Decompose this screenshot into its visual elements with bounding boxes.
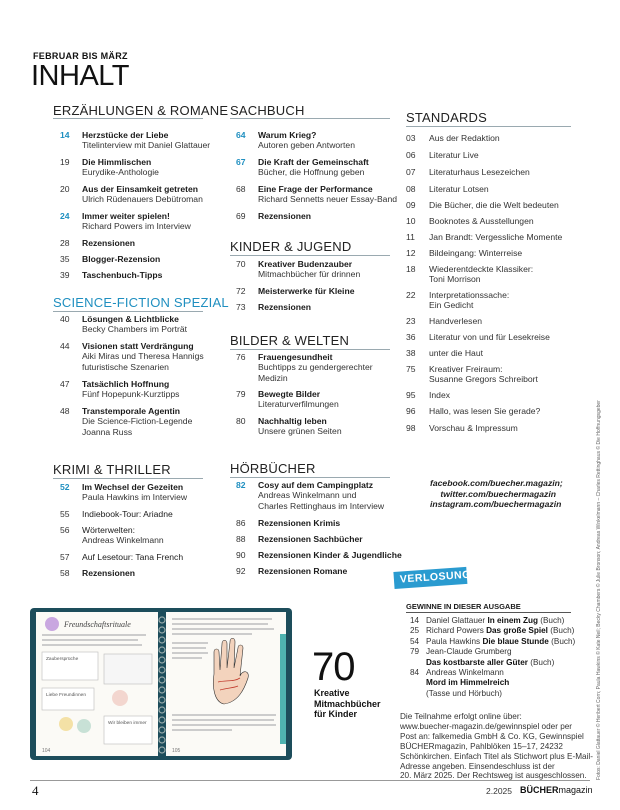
fine-print-line: www.buecher-magazin.de/gewinnspiel oder per xyxy=(400,721,573,731)
standards-entry-line: Interpretationssache: xyxy=(429,290,510,300)
toc-entry-title: Kreativer Budenzauber xyxy=(258,259,353,269)
toc-entry-title: Im Wechsel der Gezeiten xyxy=(82,482,184,492)
toc-entry-title: Tatsächlich Hoffnung xyxy=(82,379,170,389)
toc-entry-text xyxy=(82,184,203,205)
footer-page-number: 4 xyxy=(32,783,39,798)
ghost-doodle xyxy=(45,617,59,631)
toc-entry-title: Rezensionen xyxy=(258,211,312,221)
standards-entry-text xyxy=(429,264,533,285)
toc-entry-text xyxy=(258,286,354,296)
toc-entry-title: Meisterwerke für Kleine xyxy=(258,286,355,296)
toc-entry-text xyxy=(258,302,311,312)
standards-entry-text xyxy=(429,232,562,242)
toc-page-number: 90 xyxy=(236,550,246,560)
toc-entry-subtitle: futuristische Szenarien xyxy=(82,361,169,372)
raffle-title: Das kostbarste aller Güter xyxy=(426,657,528,667)
toc-entry-text xyxy=(258,534,363,544)
footer-issue: 2.2025 xyxy=(486,786,512,796)
toc-page-number: 76 xyxy=(236,352,246,362)
fine-print-line: Schönkirchen. Einfach Titel als Stichwort plus E-Mail- xyxy=(400,751,593,761)
toc-entry-text xyxy=(258,550,402,560)
toc-page-number: 67 xyxy=(236,157,246,167)
book-left-title: Freundschaftsrituale xyxy=(64,620,131,629)
toc-entry-title: Bewegte Bilder xyxy=(258,389,321,399)
col1-scifi-rule xyxy=(53,311,203,312)
standards-entry-text xyxy=(429,423,518,433)
section-title-bilder: BILDER & WELTEN xyxy=(230,333,350,348)
toc-entry-text xyxy=(258,211,311,221)
toc-entry-text xyxy=(258,416,342,437)
toc-entry-subtitle: Richard Powers im Interview xyxy=(82,221,191,232)
toc-entry-title: Rezensionen Romane xyxy=(258,566,348,576)
toc-page-number: 24 xyxy=(60,211,70,221)
left-box-3-label: Wir bleiben immer xyxy=(108,721,147,726)
standards-entry-line: Literaturhaus Lesezeichen xyxy=(429,167,530,177)
standards-entry-line: Bildeingang: Winterreise xyxy=(429,248,523,258)
toc-page-number: 82 xyxy=(236,480,246,490)
standards-entry-text xyxy=(429,316,482,326)
standards-entry-line: Jan Brandt: Vergessliche Momente xyxy=(429,232,563,242)
fine-print-line: BÜCHERmagazin, Pahlblöken 15–17, 24232 xyxy=(400,741,563,751)
toc-entry-title: Visionen statt Verdrängung xyxy=(82,341,194,351)
toc-entry-title: Wörterwelten: xyxy=(82,525,136,535)
standards-entry-text xyxy=(429,150,479,160)
facebook-link[interactable]: facebook.com/buecher.magazin; xyxy=(430,478,563,488)
standards-entry-text xyxy=(429,216,534,226)
toc-entry-title: Rezensionen xyxy=(82,238,136,248)
col1-top-rule xyxy=(53,118,203,119)
social-links xyxy=(430,478,563,510)
girl-doodle-2 xyxy=(59,717,73,731)
toc-entry-subtitle: Autoren geben Antworten xyxy=(258,140,355,151)
standards-entry-line: Ein Gedicht xyxy=(429,300,474,311)
toc-entry-title: Immer weiter spielen! xyxy=(82,211,170,221)
section-title-romane: ERZÄHLUNGEN & ROMANE xyxy=(53,103,229,118)
toc-entry-subtitle: Joanna Russ xyxy=(82,426,133,437)
section-title-krimi: KRIMI & THRILLER xyxy=(53,462,171,477)
col2-hoer-rule xyxy=(230,477,390,478)
standards-entry-text xyxy=(429,406,540,416)
standards-page-number: 95 xyxy=(406,390,416,400)
toc-entry-subtitle: Eurydike-Anthologie xyxy=(82,167,159,178)
toc-entry-text xyxy=(258,518,340,528)
raffle-entry xyxy=(410,637,575,646)
toc-entry-title: Indiebook-Tour: Ariadne xyxy=(82,509,173,519)
raffle-title: Die blaue Stunde xyxy=(482,636,549,646)
fine-print-line: Die Teilnahme erfolgt online über: xyxy=(400,712,522,721)
feature-number: 70 xyxy=(312,645,355,689)
standards-entry-line: unter die Haut xyxy=(429,348,483,358)
standards-page-number: 36 xyxy=(406,332,416,342)
toc-page-number: 48 xyxy=(60,406,70,416)
raffle-author: (Tasse und Hörbuch) xyxy=(426,688,502,698)
standards-entry-text xyxy=(429,348,483,358)
standards-page-number: 23 xyxy=(406,316,416,326)
feature-line: für Kinder xyxy=(314,709,358,720)
toc-page-number: 20 xyxy=(60,184,70,194)
toc-entry-subtitle: Charles Rettinghaus im Interview xyxy=(258,500,385,511)
toc-page-number: 88 xyxy=(236,534,246,544)
col3-top-rule xyxy=(406,126,571,127)
toc-entry-text xyxy=(258,389,339,410)
standards-page-number: 98 xyxy=(406,423,416,433)
toc-page-number: 86 xyxy=(236,518,246,528)
raffle-heading: GEWINNE IN DIESER AUSGABE xyxy=(406,602,521,611)
section-title-hoerbuecher: HÖRBÜCHER xyxy=(230,461,316,476)
toc-entry-subtitle: Fünf Hopepunk-Kurztipps xyxy=(82,389,180,400)
raffle-entry xyxy=(410,647,512,656)
section-title-sachbuch: SACHBUCH xyxy=(230,103,305,118)
raffle-entry xyxy=(410,689,502,698)
left-box-side xyxy=(104,654,152,684)
toc-entry-text xyxy=(82,314,187,335)
toc-page-number: 79 xyxy=(236,389,246,399)
col2-bilder-rule xyxy=(230,349,390,350)
book-right-page-number: 105 xyxy=(172,748,181,754)
raffle-entry xyxy=(410,626,574,635)
raffle-entry xyxy=(410,668,504,677)
standards-entry-line: Literatur Live xyxy=(429,150,479,160)
toc-page-number: 14 xyxy=(60,130,70,140)
standards-page-number: 10 xyxy=(406,216,416,226)
fine-print-line: Post an: falkemedia GmbH & Co. KG, Gewinnspiel xyxy=(400,731,584,741)
toc-entry-title: Die Himmlischen xyxy=(82,157,152,167)
header-kicker: FEBRUAR BIS MÄRZ xyxy=(33,51,128,61)
toc-entry-title: Lösungen & Lichtblicke xyxy=(82,314,179,324)
page-title: INHALT xyxy=(31,60,129,92)
raffle-format: (Buch) xyxy=(537,616,565,625)
section-title-standards: STANDARDS xyxy=(406,110,488,125)
toc-entry-title: Auf Lesetour: Tana French xyxy=(82,552,184,562)
raffle-title: Das große Spiel xyxy=(486,626,548,636)
toc-entry-subtitle: Buchtipps zu gendergerechter xyxy=(258,362,373,373)
feature-line: Mitmachbücher xyxy=(314,698,381,709)
verlosung-badge xyxy=(393,567,472,589)
toc-entry-text xyxy=(82,254,160,264)
standards-page-number: 08 xyxy=(406,184,416,194)
standards-page-number: 11 xyxy=(406,232,415,242)
toc-entry-text xyxy=(82,482,187,503)
standards-entry-line: Vorschau & Impressum xyxy=(429,423,518,433)
raffle-rule xyxy=(406,612,571,613)
raffle-page-number: 79 xyxy=(410,647,420,657)
section-title-scifi: SCIENCE-FICTION SPEZIAL xyxy=(53,295,229,310)
standards-entry-text xyxy=(429,332,550,342)
standards-entry-line: Susanne Gregors Schreibort xyxy=(429,374,538,385)
standards-page-number: 07 xyxy=(406,167,416,177)
left-box-2-label: Liebe Freundinnen xyxy=(46,693,87,698)
feature-caption xyxy=(314,688,381,720)
toc-page-number: 80 xyxy=(236,416,246,426)
feature-line: Kreative xyxy=(314,688,350,698)
toc-entry-title: Rezensionen xyxy=(258,302,312,312)
toc-entry-text xyxy=(82,130,210,151)
toc-page-number: 55 xyxy=(60,509,70,519)
toc-entry-title: Blogger-Rezension xyxy=(82,254,161,264)
toc-entry-text xyxy=(258,184,397,205)
standards-entry-line: Die Bücher, die die Welt bedeuten xyxy=(429,200,559,210)
toc-entry-title: Herzstücke der Liebe xyxy=(82,130,169,140)
toc-entry-subtitle: Die Science-Fiction-Legende xyxy=(82,416,193,427)
standards-page-number: 38 xyxy=(406,348,416,358)
col2-kinder-rule xyxy=(230,255,390,256)
standards-page-number: 75 xyxy=(406,364,416,374)
toc-entry-title: Aus der Einsamkeit getreten xyxy=(82,184,199,194)
fine-print-line: 20. März 2025. Der Rechtsweg ist ausgeschlossen. xyxy=(400,771,587,781)
toc-page-number: 44 xyxy=(60,341,70,351)
toc-page-number: 35 xyxy=(60,254,70,264)
raffle-title: In einem Zug xyxy=(487,616,538,625)
toc-entry-subtitle: Aiki Miras und Theresa Hannigs xyxy=(82,351,204,362)
toc-entry-text xyxy=(82,341,204,372)
toc-entry-text xyxy=(82,552,183,562)
girl-doodle-3 xyxy=(77,719,91,733)
toc-entry-title: Transtemporale Agentin xyxy=(82,406,181,416)
standards-entry-line: Index xyxy=(429,390,451,400)
standards-entry-text xyxy=(429,248,522,258)
toc-entry-text xyxy=(258,480,384,511)
standards-page-number: 03 xyxy=(406,133,416,143)
footer-rule xyxy=(30,780,590,781)
footer-brand xyxy=(520,785,593,795)
toc-entry-subtitle: Medizin xyxy=(258,372,288,383)
toc-entry-title: Frauengesundheit xyxy=(258,352,333,362)
raffle-format: (Buch) xyxy=(547,626,575,636)
standards-entry-text xyxy=(429,133,500,143)
left-box-1-label: Zaubersprüche xyxy=(46,657,79,662)
toc-page-number: 57 xyxy=(60,552,70,562)
toc-page-number: 73 xyxy=(236,302,246,312)
toc-page-number: 52 xyxy=(60,482,70,492)
standards-entry-text xyxy=(429,290,509,311)
toc-entry-text xyxy=(82,238,135,248)
standards-page-number: 12 xyxy=(406,248,416,258)
toc-entry-subtitle: Andreas Winkelmann und xyxy=(258,490,357,501)
toc-entry-title: Rezensionen Kinder & Jugendliche xyxy=(258,550,402,560)
toc-entry-title: Rezensionen xyxy=(82,568,136,578)
standards-entry-text xyxy=(429,167,530,177)
raffle-entry xyxy=(410,658,554,667)
toc-entry-text xyxy=(258,157,369,178)
verlosung-label: VERLOSUNG xyxy=(399,568,472,586)
toc-entry-title: Warum Krieg? xyxy=(258,130,317,140)
standards-entry-line: Literatur Lotsen xyxy=(429,184,489,194)
standards-page-number: 96 xyxy=(406,406,416,416)
activity-book-image xyxy=(28,604,296,764)
raffle-entry xyxy=(410,678,509,687)
toc-page-number: 58 xyxy=(60,568,70,578)
toc-entry-text xyxy=(82,157,159,178)
toc-entry-subtitle: Paula Hawkins im Interview xyxy=(82,492,188,503)
toc-page-number: 39 xyxy=(60,270,70,280)
left-box-2 xyxy=(42,688,94,710)
standards-page-number: 22 xyxy=(406,290,416,300)
raffle-entry xyxy=(410,616,564,625)
col2-top-rule xyxy=(230,118,390,119)
toc-entry-title: Rezensionen Sachbücher xyxy=(258,534,363,544)
toc-entry-text xyxy=(82,509,173,519)
brand-light: magazin xyxy=(558,785,593,795)
standards-entry-line: Handverlesen xyxy=(429,316,483,326)
standards-page-number: 06 xyxy=(406,150,416,160)
toc-page-number: 56 xyxy=(60,525,70,535)
raffle-page-number: 14 xyxy=(410,616,420,625)
raffle-page-number: 25 xyxy=(410,626,420,636)
fine-print-line: Adresse angeben. Einsendeschluss ist der xyxy=(400,761,555,771)
book-illustration xyxy=(28,604,296,764)
toc-entry-subtitle: Titelinterview mit Daniel Glattauer xyxy=(82,140,211,151)
toc-entry-subtitle: Andreas Winkelmann xyxy=(82,535,164,546)
standards-entry-line: Toni Morrison xyxy=(429,274,481,285)
photo-credits: Fotos: Daniel Glattauer © Heribert Corn; Paula Hawkins © Kate Neil; Becky Chambers © Julie Bronson; Andreas Winkelmann – Charles Rettinghaus © Die Hoffnungsgeber xyxy=(596,400,602,780)
toc-entry-title: Eine Frage der Performance xyxy=(258,184,373,194)
instagram-link[interactable]: instagram.com/buechermagazin xyxy=(430,499,562,510)
toc-entry-title: Die Kraft der Gemeinschaft xyxy=(258,157,369,167)
standards-entry-line: Hallo, was lesen Sie gerade? xyxy=(429,406,541,416)
toc-page-number: 28 xyxy=(60,238,70,248)
raffle-author: Daniel Glattauer xyxy=(426,616,488,625)
toc-entry-title: Rezensionen Krimis xyxy=(258,518,341,528)
standards-page-number: 18 xyxy=(406,264,416,274)
ribbon-bookmark xyxy=(280,634,286,744)
toc-entry-text xyxy=(258,130,355,151)
toc-entry-text xyxy=(82,525,164,546)
raffle-page-number: 54 xyxy=(410,636,420,646)
raffle-title: Mord im Himmelreich xyxy=(426,678,510,688)
raffle-author: Jean-Claude Grumberg xyxy=(426,647,512,657)
toc-entry-title: Cosy auf dem Campingplatz xyxy=(258,480,374,490)
standards-page-number: 09 xyxy=(406,200,416,210)
standards-entry-text xyxy=(429,200,559,210)
raffle-author: Paula Hawkins xyxy=(426,636,483,646)
standards-entry-line: Literatur von und für Lesekreise xyxy=(429,332,550,342)
toc-page-number: 47 xyxy=(60,379,70,389)
toc-entry-subtitle: Bücher, die Hoffnung geben xyxy=(258,167,365,178)
toc-entry-text xyxy=(258,259,360,280)
standards-entry-line: Kreativer Freiraum: xyxy=(429,364,503,374)
toc-page-number: 69 xyxy=(236,211,246,221)
raffle-format: (Buch) xyxy=(527,657,555,667)
toc-entry-text xyxy=(82,379,179,400)
toc-entry-title: Taschenbuch-Tipps xyxy=(82,270,163,280)
toc-entry-subtitle: Ulrich Rüdenauers Debütroman xyxy=(82,194,203,205)
raffle-format: (Buch) xyxy=(548,636,576,646)
toc-entry-text xyxy=(258,352,373,383)
col1-krimi-rule xyxy=(53,478,203,479)
standards-entry-text xyxy=(429,364,538,385)
raffle-fine-print xyxy=(400,712,593,781)
raffle-page-number: 84 xyxy=(410,668,420,677)
toc-page-number: 92 xyxy=(236,566,246,576)
left-text-lines xyxy=(42,634,146,646)
toc-entry-text xyxy=(258,566,347,576)
standards-entry-text xyxy=(429,390,450,400)
standards-entry-line: Wiederentdeckte Klassiker: xyxy=(429,264,534,274)
toc-page-number: 68 xyxy=(236,184,246,194)
toc-page-number: 72 xyxy=(236,286,246,296)
toc-entry-title: Nachhaltig leben xyxy=(258,416,327,426)
toc-page-number: 70 xyxy=(236,259,246,269)
section-title-kinder: KINDER & JUGEND xyxy=(230,239,352,254)
toc-page-number: 40 xyxy=(60,314,70,324)
toc-page-number: 19 xyxy=(60,157,70,167)
toc-entry-text xyxy=(82,270,162,280)
standards-entry-line: Aus der Redaktion xyxy=(429,133,500,143)
toc-entry-subtitle: Unsere grünen Seiten xyxy=(258,426,342,437)
raffle-author: Richard Powers xyxy=(426,626,487,636)
toc-entry-subtitle: Mitmachbücher für drinnen xyxy=(258,269,361,280)
toc-entry-text xyxy=(82,211,191,232)
toc-entry-text xyxy=(82,406,192,437)
toc-entry-subtitle: Literaturverfilmungen xyxy=(258,399,339,410)
toc-entry-subtitle: Richard Sennetts neuer Essay-Band xyxy=(258,194,398,205)
book-left-page-number: 104 xyxy=(42,748,51,754)
toc-entry-subtitle: Becky Chambers im Porträt xyxy=(82,324,188,335)
raffle-author: Andreas Winkelmann xyxy=(426,668,504,677)
toc-page-number: 64 xyxy=(236,130,246,140)
girl-doodle-1 xyxy=(112,690,128,706)
standards-entry-line: Booknotes & Ausstellungen xyxy=(429,216,534,226)
brand-bold: BÜCHER xyxy=(520,785,559,795)
twitter-link[interactable]: twitter.com/buechermagazin xyxy=(440,488,556,499)
standards-entry-text xyxy=(429,184,489,194)
toc-entry-text xyxy=(82,568,135,578)
